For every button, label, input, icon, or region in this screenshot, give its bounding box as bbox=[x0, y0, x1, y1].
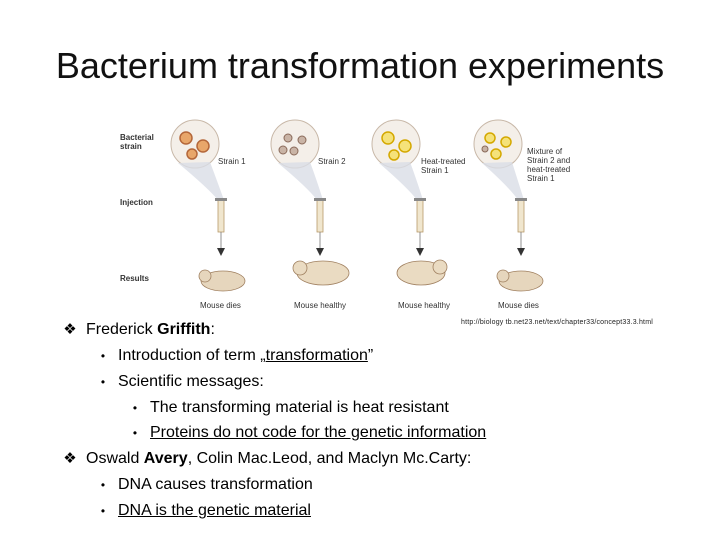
colony bbox=[284, 134, 292, 142]
bullet-dna-causes bbox=[96, 475, 313, 495]
arrow-down-icon bbox=[316, 248, 324, 256]
result-label: Mouse dies bbox=[498, 301, 539, 310]
result-label: Mouse dies bbox=[200, 301, 241, 310]
petri-dish bbox=[171, 120, 219, 168]
strain-label-line-3: heat-treated bbox=[527, 165, 571, 174]
result-label: Mouse healthy bbox=[398, 301, 451, 310]
bullet-icon: • bbox=[100, 504, 106, 518]
arrow-down-icon bbox=[517, 248, 525, 256]
diamond-bullet-icon: ❖ bbox=[63, 321, 77, 338]
mouse-head bbox=[497, 270, 509, 282]
colony bbox=[482, 146, 488, 152]
griffith-experiment-figure bbox=[118, 118, 571, 313]
arrow-down-icon bbox=[416, 248, 424, 256]
intro-pre: Introduction of term „ bbox=[118, 347, 266, 364]
intro-term: transformation bbox=[265, 347, 368, 364]
bullet-icon: • bbox=[132, 401, 138, 415]
avery-name: Avery bbox=[143, 450, 188, 467]
result-label: Mouse healthy bbox=[294, 301, 347, 310]
row-label-injection: Injection bbox=[120, 198, 153, 207]
bullet-proteins bbox=[128, 423, 486, 443]
colony bbox=[279, 146, 287, 154]
bullet-intro-term bbox=[96, 346, 373, 366]
colony bbox=[298, 136, 306, 144]
griffith-post: : bbox=[210, 321, 215, 338]
heat-resistant-text: The transforming material is heat resistant bbox=[150, 399, 449, 416]
mouse-head bbox=[433, 260, 447, 274]
dna-causes-text: DNA causes transformation bbox=[118, 476, 313, 493]
strain-label-line-2: Strain 1 bbox=[421, 166, 449, 175]
syringe bbox=[317, 200, 323, 232]
arrow-down-icon bbox=[217, 248, 225, 256]
bullet-icon: • bbox=[100, 375, 106, 389]
colony bbox=[187, 149, 197, 159]
bullet-scientific-messages bbox=[96, 372, 264, 392]
row-label-strain-1: Bacterial bbox=[120, 133, 154, 142]
syringe-plunger bbox=[515, 198, 527, 201]
panel-mixture bbox=[474, 120, 570, 310]
griffith-name: Griffith bbox=[157, 321, 211, 338]
funnel-shadow bbox=[482, 162, 524, 200]
funnel-shadow bbox=[278, 162, 323, 200]
griffith-diagram bbox=[118, 118, 571, 313]
scientific-messages-text: Scientific messages: bbox=[118, 373, 264, 390]
bullet-avery bbox=[62, 449, 471, 469]
colony bbox=[485, 133, 495, 143]
bullet-icon: • bbox=[100, 349, 106, 363]
colony bbox=[197, 140, 209, 152]
row-label-results: Results bbox=[120, 274, 149, 283]
strain-label-line-1: Mixture of bbox=[527, 147, 563, 156]
bullet-griffith bbox=[62, 320, 215, 340]
syringe bbox=[417, 200, 423, 232]
colony bbox=[180, 132, 192, 144]
bullet-icon: • bbox=[100, 478, 106, 492]
colony bbox=[491, 149, 501, 159]
petri-dish bbox=[271, 120, 319, 168]
colony bbox=[382, 132, 394, 144]
strain-label: Strain 2 bbox=[318, 157, 346, 166]
avery-post: , Colin Mac.Leod, and Maclyn Mc.Carty: bbox=[187, 450, 472, 467]
source-url: http://biology tb.net23.net/text/chapter33/concept33.3.html bbox=[461, 319, 653, 326]
row-label-strain-2: strain bbox=[120, 142, 142, 151]
panel-heat-treated bbox=[372, 120, 465, 310]
colony bbox=[501, 137, 511, 147]
mouse-head bbox=[199, 270, 211, 282]
petri-dish bbox=[372, 120, 420, 168]
syringe bbox=[218, 200, 224, 232]
griffith-pre: Frederick bbox=[86, 321, 158, 338]
colony bbox=[389, 150, 399, 160]
panel-strain-2 bbox=[271, 120, 349, 310]
petri-dish bbox=[474, 120, 522, 168]
bullet-icon: • bbox=[132, 426, 138, 440]
syringe-plunger bbox=[414, 198, 426, 201]
slide-title: Bacterium transformation experiments bbox=[55, 45, 665, 86]
colony bbox=[399, 140, 411, 152]
panel-strain-1 bbox=[171, 120, 246, 310]
syringe bbox=[518, 200, 524, 232]
bullet-heat-resistant bbox=[128, 398, 449, 418]
funnel-shadow bbox=[178, 162, 224, 200]
mouse-head bbox=[293, 261, 307, 275]
diamond-bullet-icon: ❖ bbox=[63, 450, 77, 467]
bullet-dna-genetic bbox=[96, 501, 311, 521]
syringe-plunger bbox=[215, 198, 227, 201]
strain-label-line-1: Heat-treated bbox=[421, 157, 466, 166]
colony bbox=[290, 147, 298, 155]
avery-pre: Oswald bbox=[86, 450, 144, 467]
proteins-text: Proteins do not code for the genetic information bbox=[150, 424, 487, 441]
funnel-shadow bbox=[379, 162, 423, 200]
dna-genetic-text: DNA is the genetic material bbox=[118, 502, 311, 519]
strain-label-line-2: Strain 2 and bbox=[527, 156, 571, 165]
intro-post: ” bbox=[367, 347, 374, 364]
strain-label-line-4: Strain 1 bbox=[527, 174, 555, 183]
syringe-plunger bbox=[314, 198, 326, 201]
strain-label: Strain 1 bbox=[218, 157, 246, 166]
